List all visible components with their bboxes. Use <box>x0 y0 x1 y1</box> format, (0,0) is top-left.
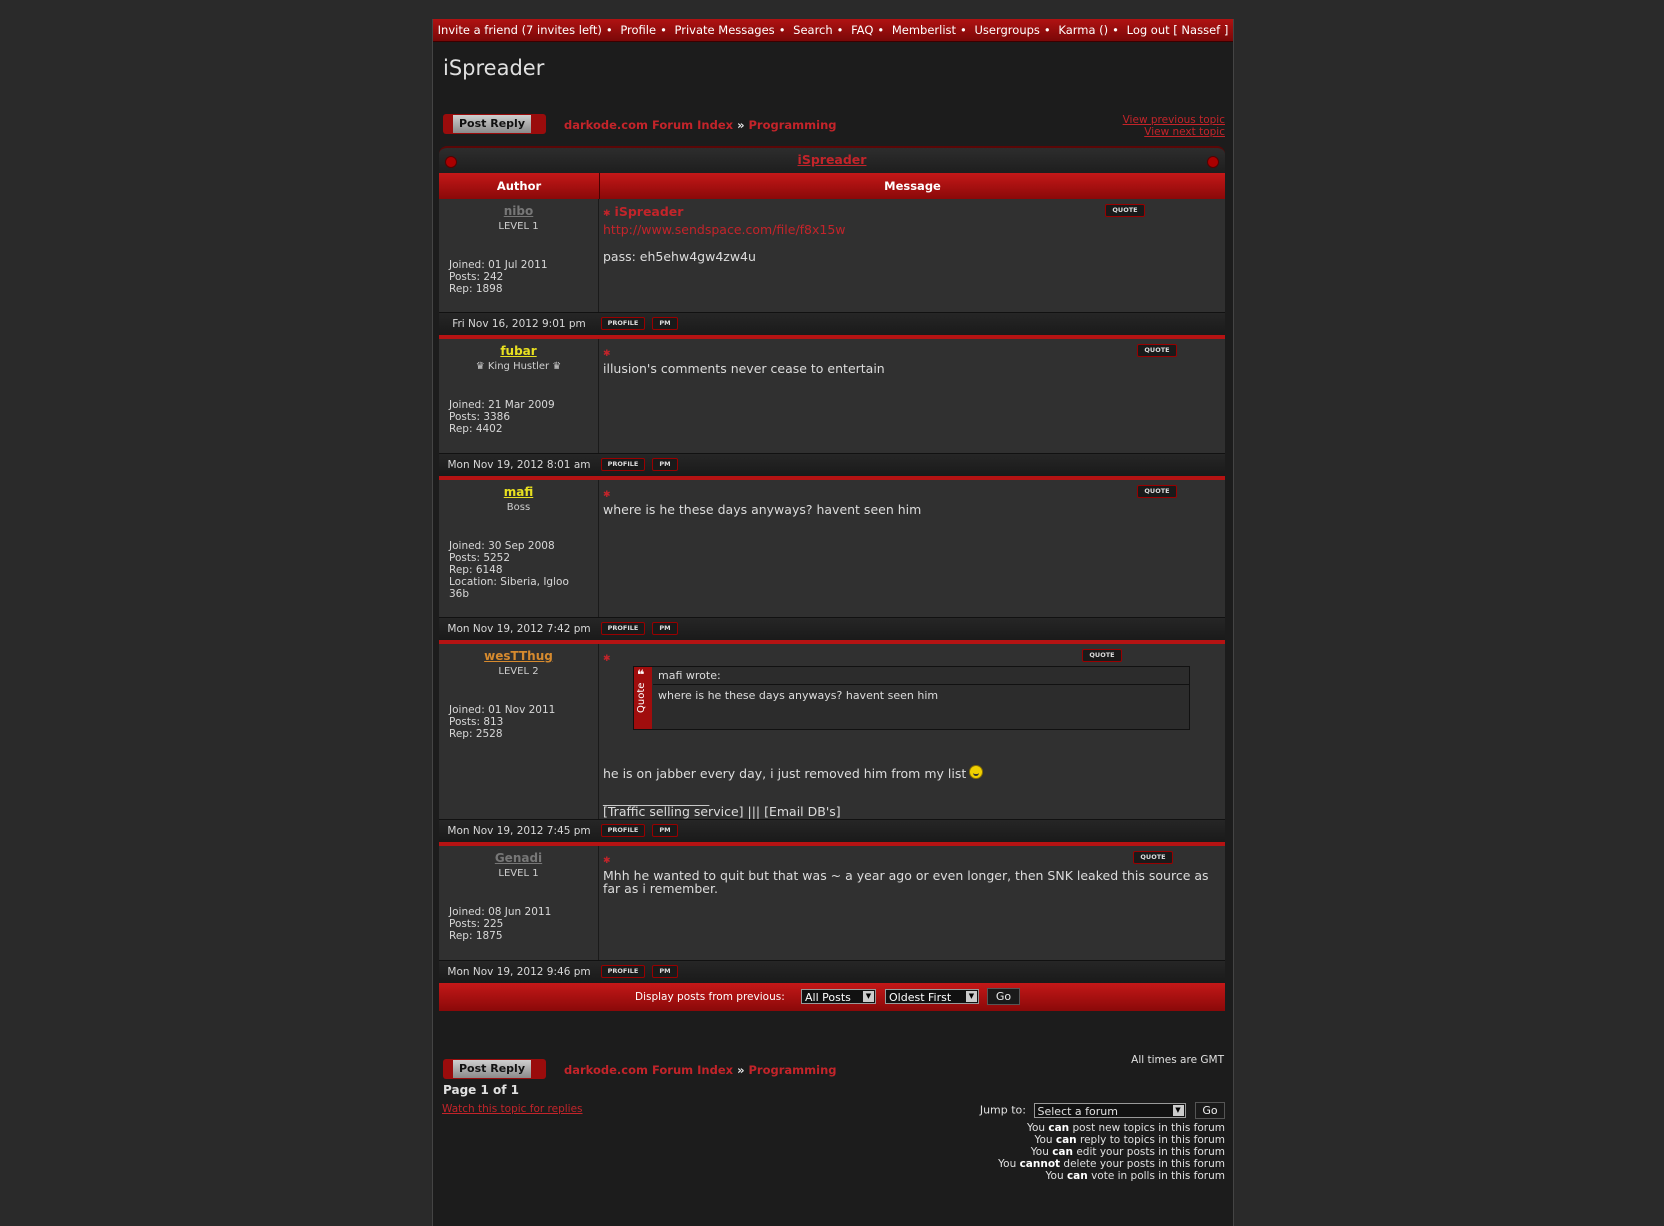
posts-range-select[interactable] <box>801 989 876 1004</box>
nav-faq[interactable]: FAQ <box>851 23 874 37</box>
post-body <box>603 205 1217 264</box>
post-icon: ✱ <box>603 209 611 219</box>
author-joined: Joined: 01 Nov 2011 <box>449 704 556 716</box>
post-footer <box>439 961 1225 983</box>
post-subject: iSpreader <box>614 204 684 219</box>
post-text: Mhh he wanted to quit but that was ~ a year ago or even longer, then SNK leaked this source as far as i remember. <box>603 868 1209 896</box>
header-right-dot-icon <box>1207 156 1219 168</box>
permission-line <box>998 1170 1225 1182</box>
bottom-action-bar <box>433 1059 1233 1083</box>
top-action-bar <box>433 114 1233 138</box>
post-author[interactable]: nibo <box>503 204 534 218</box>
page-wrapper <box>432 19 1234 1226</box>
pm-button[interactable]: PM <box>652 824 678 837</box>
posts-range-value: All Posts <box>805 991 851 1004</box>
watch-topic-link[interactable]: Watch this topic for replies <box>442 1103 583 1115</box>
pm-button[interactable]: PM <box>652 965 678 978</box>
nav-sep: • <box>660 23 667 37</box>
timezone-note: All times are GMT <box>1131 1054 1224 1066</box>
perm-pre: You <box>1034 1134 1056 1146</box>
post-text: illusion's comments never cease to entertain <box>603 361 885 376</box>
display-go-button[interactable]: Go <box>987 988 1020 1005</box>
pm-button[interactable]: PM <box>652 317 678 330</box>
author-location: Location: Siberia, Igloo <box>449 576 569 588</box>
post-date: Mon Nov 19, 2012 7:45 pm <box>447 825 591 837</box>
post-author-info <box>449 399 594 435</box>
author-posts: Posts: 813 <box>449 716 504 728</box>
post <box>439 644 1225 820</box>
post-date: Mon Nov 19, 2012 8:01 am <box>447 459 591 471</box>
quote-text: where is he these days anyways? havent seen him <box>658 689 939 702</box>
permission-line <box>998 1146 1225 1158</box>
view-next-topic-link[interactable]: View next topic <box>1144 126 1225 138</box>
pm-button[interactable]: PM <box>652 458 678 471</box>
post-author-panel <box>439 644 599 819</box>
post-message-panel <box>599 199 1225 312</box>
quote-block <box>633 666 1190 730</box>
post-reply-button[interactable] <box>443 114 546 134</box>
perm-post: post new topics in this forum <box>1069 1122 1225 1134</box>
perm-verb: can <box>1048 1122 1070 1134</box>
post-date: Mon Nov 19, 2012 7:42 pm <box>447 623 591 635</box>
post-body <box>603 852 1217 895</box>
nav-sep: • <box>778 23 786 37</box>
column-author: Author <box>439 173 600 199</box>
sort-order-select[interactable] <box>885 989 979 1004</box>
post-message-panel <box>599 644 1225 819</box>
post-message-panel <box>599 480 1225 617</box>
nav-karma[interactable]: Karma () <box>1058 23 1109 37</box>
breadcrumb-forum-index[interactable]: darkode.com Forum Index <box>564 1063 734 1077</box>
nav-sep: • <box>960 23 967 37</box>
post-reply-button[interactable] <box>443 1059 546 1079</box>
post-reply-label: Post Reply <box>453 115 531 133</box>
post-text: he is on jabber every day, i just removed him from my list <box>603 766 967 781</box>
post-footer <box>439 618 1225 644</box>
topic-title-link[interactable]: iSpreader <box>797 152 867 167</box>
author-rep: Rep: 1898 <box>449 283 503 295</box>
jump-to-value: Select a forum <box>1037 1105 1118 1118</box>
breadcrumb-programming[interactable]: Programming <box>748 1063 837 1077</box>
perm-verb: can <box>1052 1146 1073 1158</box>
post-author-panel <box>439 846 599 960</box>
post-date: Mon Nov 19, 2012 9:46 pm <box>447 966 591 978</box>
quote-tab <box>634 667 652 729</box>
view-previous-topic-link[interactable]: View previous topic <box>1122 114 1225 126</box>
perm-pre: You <box>1030 1146 1053 1158</box>
post-icon: ✱ <box>603 490 611 500</box>
nav-logout[interactable]: Log out [ Nassef ] <box>1126 23 1229 37</box>
nav-sep: • <box>836 23 844 37</box>
perm-post: delete your posts in this forum <box>1060 1158 1225 1170</box>
breadcrumb-forum-index[interactable]: darkode.com Forum Index <box>564 118 734 132</box>
post-author-rank: LEVEL 1 <box>498 868 539 879</box>
post-author-info <box>449 259 594 295</box>
breadcrumb-programming[interactable]: Programming <box>748 118 837 132</box>
post-author-rank: ♛ King Hustler ♛ <box>475 361 562 372</box>
post-author[interactable]: mafi <box>503 485 534 499</box>
post <box>439 199 1225 313</box>
post-date: Fri Nov 16, 2012 9:01 pm <box>452 318 586 330</box>
post-body <box>603 486 1217 517</box>
post-author-panel <box>439 480 599 617</box>
display-posts-label: Display posts from previous: <box>635 991 785 1003</box>
quote-button[interactable]: QUOTE <box>1137 344 1177 357</box>
jump-to-label: Jump to: <box>979 1103 1026 1117</box>
post-author-rank: LEVEL 2 <box>498 666 539 677</box>
post-icon: ✱ <box>603 349 611 359</box>
nav-sep: • <box>1112 23 1119 37</box>
author-joined: Joined: 01 Jul 2011 <box>449 259 548 271</box>
breadcrumb-sep: » <box>737 1063 745 1077</box>
breadcrumb <box>564 1063 837 1077</box>
nav-private-messages[interactable]: Private Messages <box>674 23 775 37</box>
signature-rule: _________________ <box>603 791 710 806</box>
post-author-rank: Boss <box>506 502 531 513</box>
post-message-panel <box>599 339 1225 453</box>
profile-button[interactable]: PROFILE <box>601 317 645 330</box>
post-author[interactable]: fubar <box>500 344 537 358</box>
page-title: iSpreader <box>443 56 545 80</box>
signature-text: [Traffic selling service] ||| [Email DB's] <box>603 804 841 819</box>
nav-memberlist[interactable]: Memberlist <box>891 23 957 37</box>
post-message-panel <box>599 846 1225 960</box>
nav-sep: • <box>1043 23 1051 37</box>
post <box>439 339 1225 454</box>
author-rep: Rep: 1875 <box>449 930 503 942</box>
author-posts: Posts: 3386 <box>449 411 511 423</box>
column-message: Message <box>884 179 941 193</box>
post-author[interactable]: wesTThug <box>484 649 553 663</box>
quote-author: mafi wrote: <box>653 667 1189 685</box>
quote-button[interactable]: QUOTE <box>1082 649 1122 662</box>
author-rep: Rep: 4402 <box>449 423 503 435</box>
post-author-panel <box>439 199 599 312</box>
author-joined: Joined: 21 Mar 2009 <box>449 399 555 411</box>
smiley-icon <box>969 765 983 779</box>
post-reply-label: Post Reply <box>453 1060 531 1078</box>
profile-button[interactable]: PROFILE <box>601 622 645 635</box>
quote-button[interactable]: QUOTE <box>1137 485 1177 498</box>
post-author[interactable]: Genadi <box>494 851 543 865</box>
quote-button[interactable]: QUOTE <box>1133 851 1173 864</box>
sort-order-value: Oldest First <box>889 991 952 1004</box>
post-body <box>603 345 1217 376</box>
post-author-info <box>449 906 594 942</box>
quote-button[interactable]: QUOTE <box>1105 204 1145 217</box>
post-author-info <box>449 540 594 600</box>
column-headers <box>439 173 1225 199</box>
post <box>439 480 1225 618</box>
perm-pre: You <box>1045 1170 1067 1182</box>
post-link[interactable]: http://www.sendspace.com/file/f8x15w <box>603 222 846 237</box>
perm-pre: You <box>998 1158 1020 1170</box>
nav-invite[interactable]: Invite a friend (7 invites left) <box>437 23 602 37</box>
post-footer <box>439 820 1225 846</box>
permission-line <box>998 1122 1225 1134</box>
author-posts: Posts: 242 <box>449 271 504 283</box>
nav-sep: • <box>605 23 613 37</box>
chevron-down-icon: ▼ <box>863 991 874 1002</box>
author-joined: Joined: 08 Jun 2011 <box>449 906 552 918</box>
top-navigation <box>433 19 1233 42</box>
author-rep: Rep: 6148 <box>449 564 503 576</box>
topic-header <box>439 146 1225 173</box>
perm-verb: can <box>1066 1170 1088 1182</box>
quote-tab-label: Quote <box>636 682 647 713</box>
breadcrumb <box>564 118 837 132</box>
forum-permissions <box>998 1122 1225 1182</box>
pm-button[interactable]: PM <box>652 622 678 635</box>
profile-button[interactable]: PROFILE <box>601 824 645 837</box>
page-indicator: Page 1 of 1 <box>443 1083 519 1097</box>
post-footer <box>439 313 1225 339</box>
post <box>439 846 1225 961</box>
perm-post: vote in polls in this forum <box>1087 1170 1225 1182</box>
perm-pre: You <box>1026 1122 1049 1134</box>
post-icon: ✱ <box>603 856 611 866</box>
author-location-cont: 36b <box>449 588 470 600</box>
nav-sep: • <box>877 23 885 37</box>
nav-usergroups[interactable]: Usergroups <box>974 23 1040 37</box>
chevron-down-icon: ▼ <box>1173 1105 1184 1116</box>
post-text: pass: eh5ehw4gw4zw4u <box>603 249 756 264</box>
post-footer <box>439 454 1225 480</box>
breadcrumb-sep: » <box>737 118 745 132</box>
jump-to <box>980 1102 1225 1119</box>
chevron-down-icon: ▼ <box>966 991 977 1002</box>
nav-search[interactable]: Search <box>793 23 833 37</box>
author-posts: Posts: 225 <box>449 918 504 930</box>
jump-go-button[interactable]: Go <box>1195 1102 1225 1119</box>
topic-table <box>439 146 1225 1011</box>
quote-mark-icon: ❝ <box>637 668 645 683</box>
post-icon: ✱ <box>603 654 611 664</box>
post-author-panel <box>439 339 599 453</box>
display-posts-bar <box>439 983 1225 1011</box>
author-rep: Rep: 2528 <box>449 728 503 740</box>
post-text: where is he these days anyways? havent seen him <box>603 502 922 517</box>
post-author-rank: LEVEL 1 <box>498 221 539 232</box>
author-posts: Posts: 5252 <box>449 552 511 564</box>
post-author-info <box>449 704 594 740</box>
post-text-row <box>603 765 983 781</box>
perm-post: edit your posts in this forum <box>1073 1146 1225 1158</box>
header-left-dot-icon <box>445 156 457 168</box>
perm-verb: cannot <box>1019 1158 1061 1170</box>
author-joined: Joined: 30 Sep 2008 <box>449 540 555 552</box>
nav-profile[interactable]: Profile <box>620 23 657 37</box>
permission-line <box>998 1158 1225 1170</box>
permission-line <box>998 1134 1225 1146</box>
jump-to-select[interactable] <box>1034 1103 1186 1118</box>
post-body <box>603 650 1217 666</box>
post-signature <box>603 792 841 818</box>
perm-post: reply to topics in this forum <box>1076 1134 1225 1146</box>
profile-button[interactable]: PROFILE <box>601 965 645 978</box>
topic-navigation <box>1123 114 1225 138</box>
perm-verb: can <box>1055 1134 1077 1146</box>
profile-button[interactable]: PROFILE <box>601 458 645 471</box>
